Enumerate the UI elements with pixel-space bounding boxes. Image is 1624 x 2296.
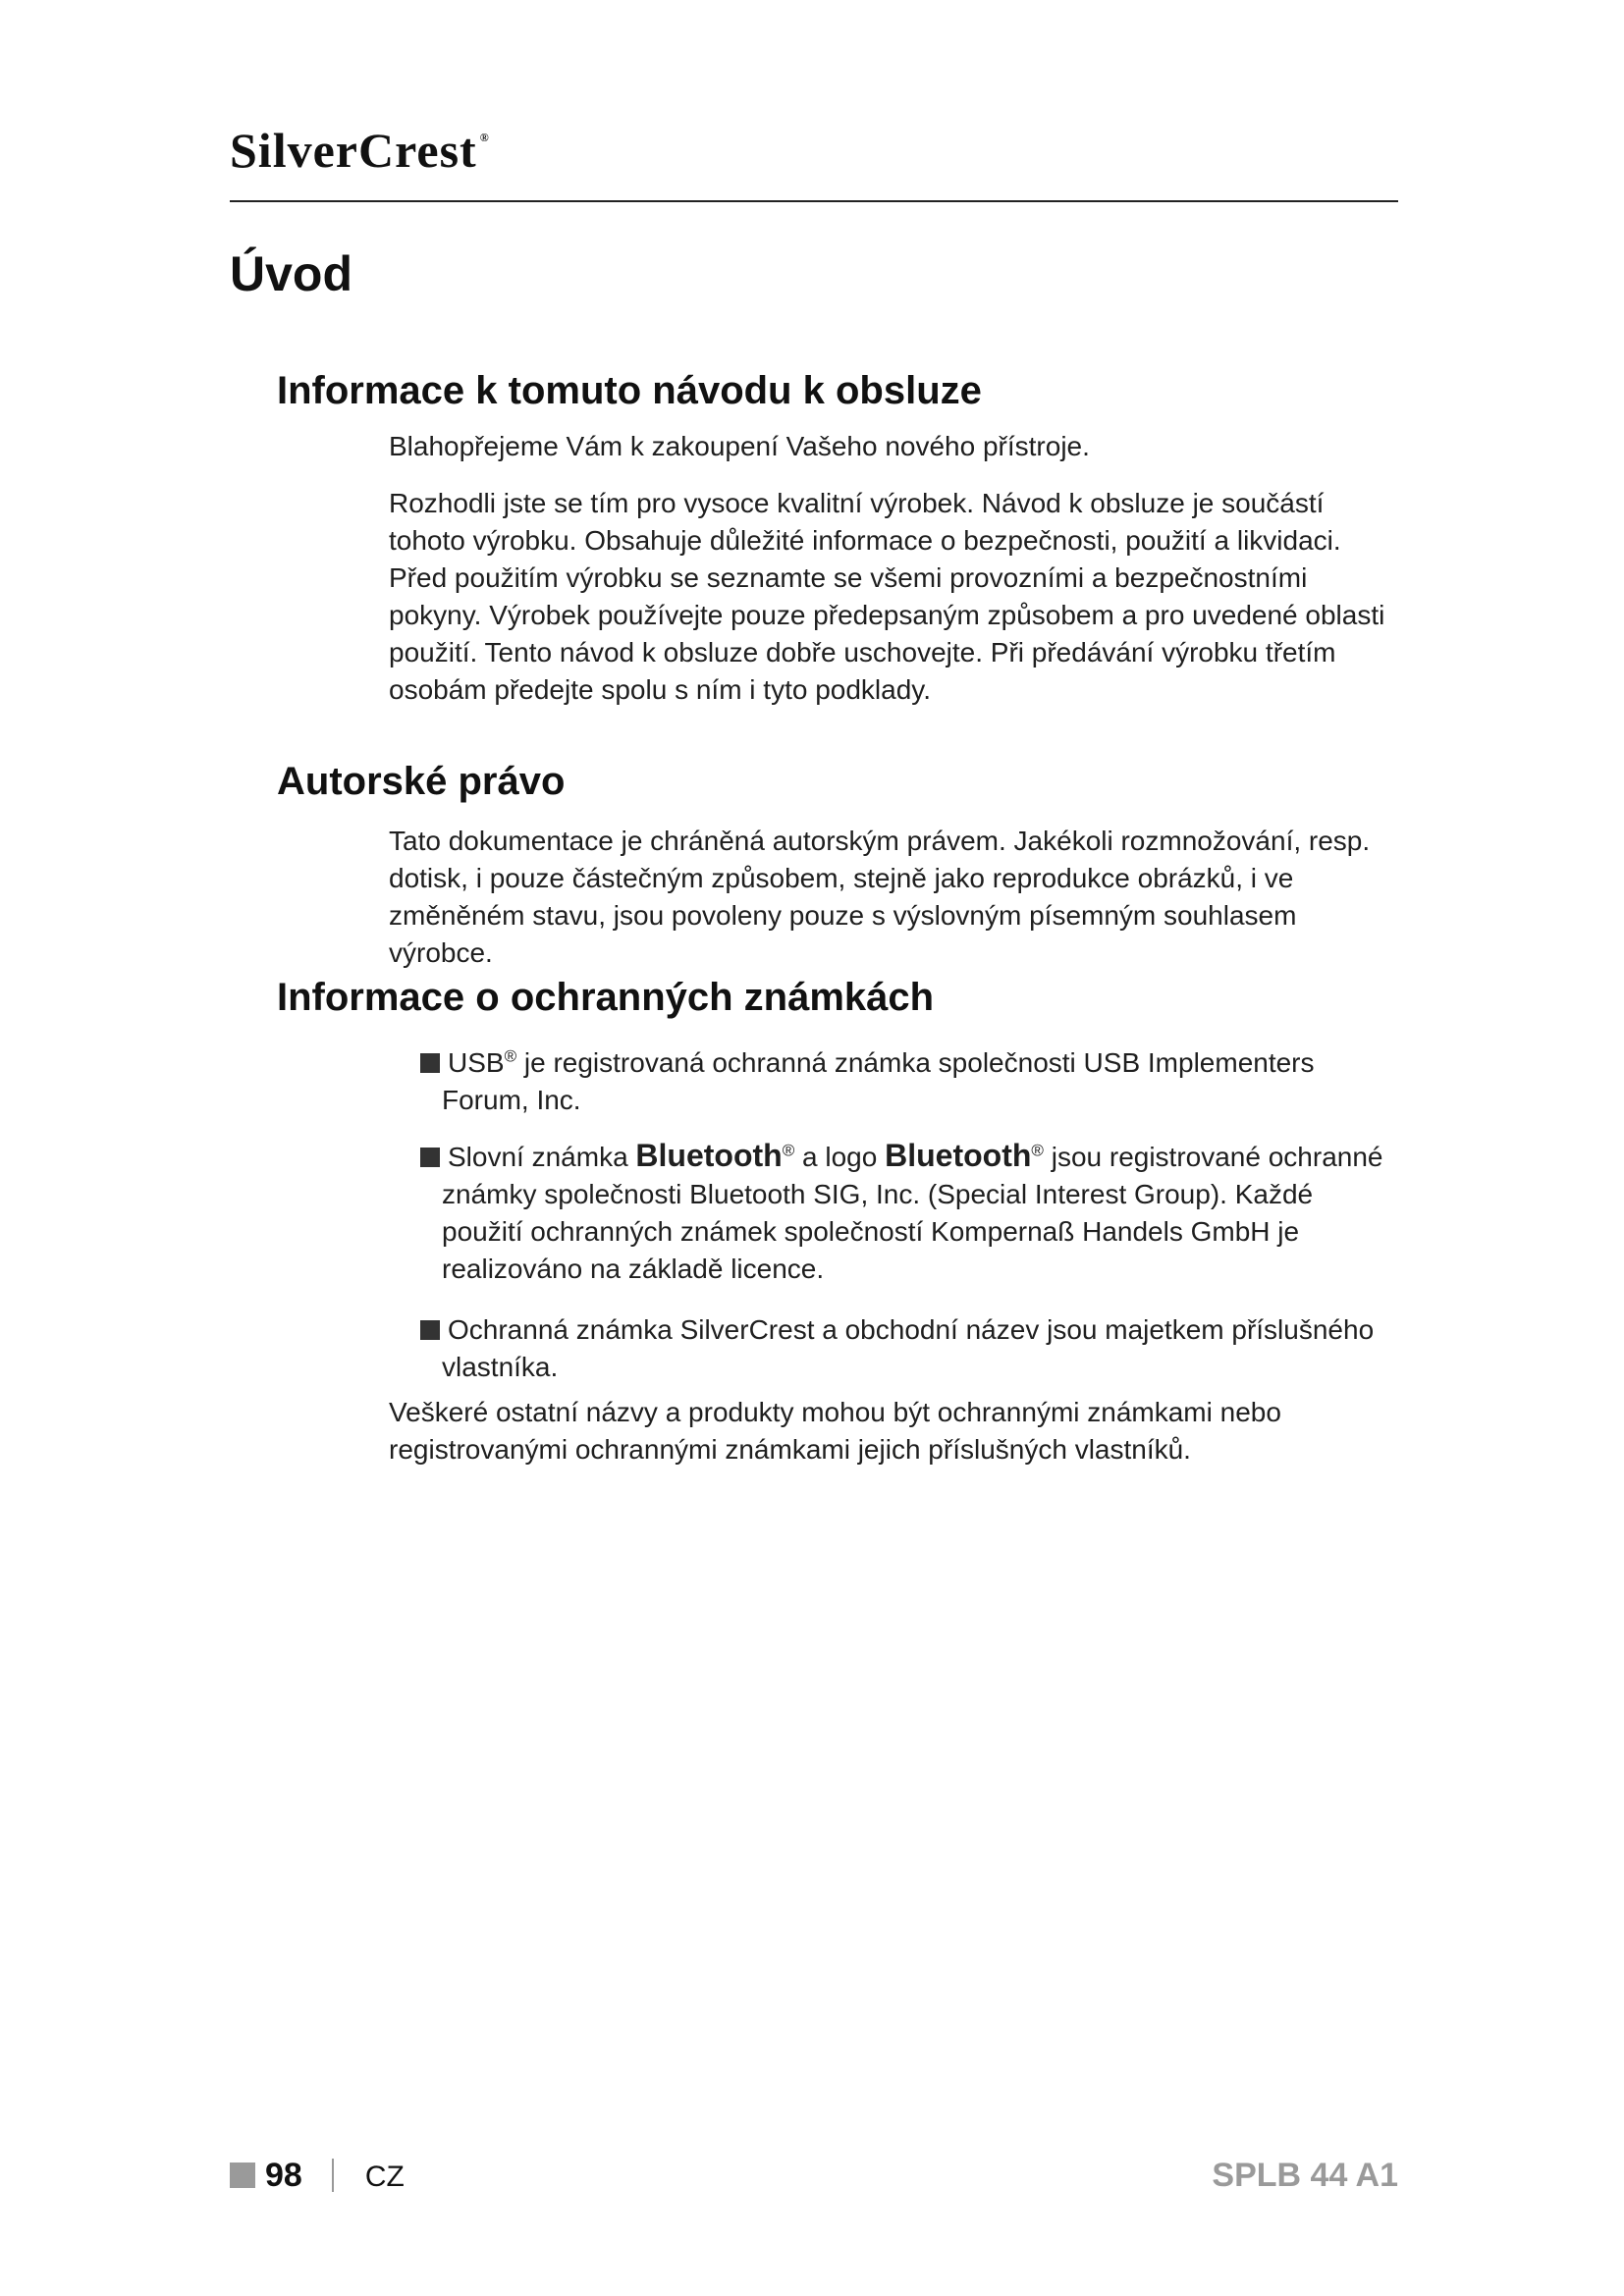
bluetooth-text-line3: použití ochranných známek společností Kompernaß Handels GmbH je [442, 1216, 1300, 1247]
bluetooth-logo-registered-mark: ® [1031, 1141, 1044, 1160]
bullet-square-icon [420, 1148, 440, 1167]
bluetooth-middle-text: a logo [802, 1142, 878, 1172]
paragraph-manual-description: Rozhodli jste se tím pro vysoce kvalitní výrobek. Návod k obsluze je součástí tohoto výrobku. Obsahuje důležité informace o bezpečnosti, použití a likvidaci. Před použitím výrobku se seznamte se všemi provozními a bezpečnostními pokyny. Výrobek používejte pouze předepsaným způsobem a pro uvedené oblasti použití. Tento návod k obsluze dobře uschovejte. Při předávání výrobku třetím osobám předejte spolu s ním i tyto podklady. [389, 488, 1385, 705]
model-number: SPLB 44 A1 [1212, 2157, 1398, 2194]
footer-square-icon [230, 2163, 255, 2188]
section-heading-manual-info: Informace k tomuto návodu k obsluze [277, 369, 982, 412]
list-item-bluetooth-trademark [420, 1137, 1402, 1288]
page-footer [230, 2156, 405, 2197]
page-title: Úvod [230, 246, 352, 301]
bluetooth-logo-wordmark: Bluetooth [885, 1138, 1032, 1173]
silvercrest-text-line2: vlastníka. [442, 1352, 559, 1382]
silvercrest-text-line1: Ochranná známka SilverCrest a obchodní název jsou majetkem příslušného [448, 1314, 1375, 1345]
list-item-usb-trademark [420, 1044, 1402, 1119]
logo-text: SilverCrest [230, 123, 477, 178]
bullet-square-icon [420, 1320, 440, 1340]
usb-text-line2: Forum, Inc. [442, 1085, 581, 1115]
bluetooth-text-line2: známky společnosti Bluetooth SIG, Inc. (Special Interest Group). Každé [442, 1179, 1314, 1209]
section-heading-copyright: Autorské právo [277, 760, 566, 803]
logo-registered-mark: ® [479, 131, 490, 144]
bullet-square-icon [420, 1053, 440, 1073]
paragraph-copyright: Tato dokumentace je chráněná autorským právem. Jakékoli rozmnožování, resp. dotisk, i pouze částečným způsobem, stejně jako reprodukce obrázků, i ve změněném stavu, jsou povoleny pouze s výslovným písemným souhlasem výrobce. [389, 826, 1371, 968]
header-divider [230, 200, 1398, 202]
footer-separator [332, 2159, 334, 2192]
paragraph-other-trademarks: Veškeré ostatní názvy a produkty mohou být ochrannými známkami nebo registrovanými ochrannými známkami jejich příslušných vlastníků. [389, 1397, 1281, 1465]
section-heading-trademarks: Informace o ochranných známkách [277, 976, 935, 1019]
list-item-silvercrest-trademark [420, 1311, 1402, 1386]
usb-brand: USB [448, 1047, 505, 1078]
bluetooth-suffix: jsou registrované ochranné [1051, 1142, 1383, 1172]
usb-text-line1: je registrovaná ochranná známka společnosti USB Implementers [523, 1047, 1315, 1078]
bluetooth-registered-mark: ® [782, 1141, 795, 1160]
page-number: 98 [265, 2157, 302, 2194]
brand-logo [230, 123, 490, 178]
paragraph-congratulations: Blahopřejeme Vám k zakoupení Vašeho nového přístroje. [389, 431, 1090, 461]
bluetooth-wordmark: Bluetooth [635, 1138, 783, 1173]
bluetooth-text-line4: realizováno na základě licence. [442, 1254, 825, 1284]
usb-registered-mark: ® [504, 1046, 517, 1066]
bluetooth-prefix: Slovní známka [448, 1142, 628, 1172]
language-code: CZ [364, 2161, 405, 2193]
